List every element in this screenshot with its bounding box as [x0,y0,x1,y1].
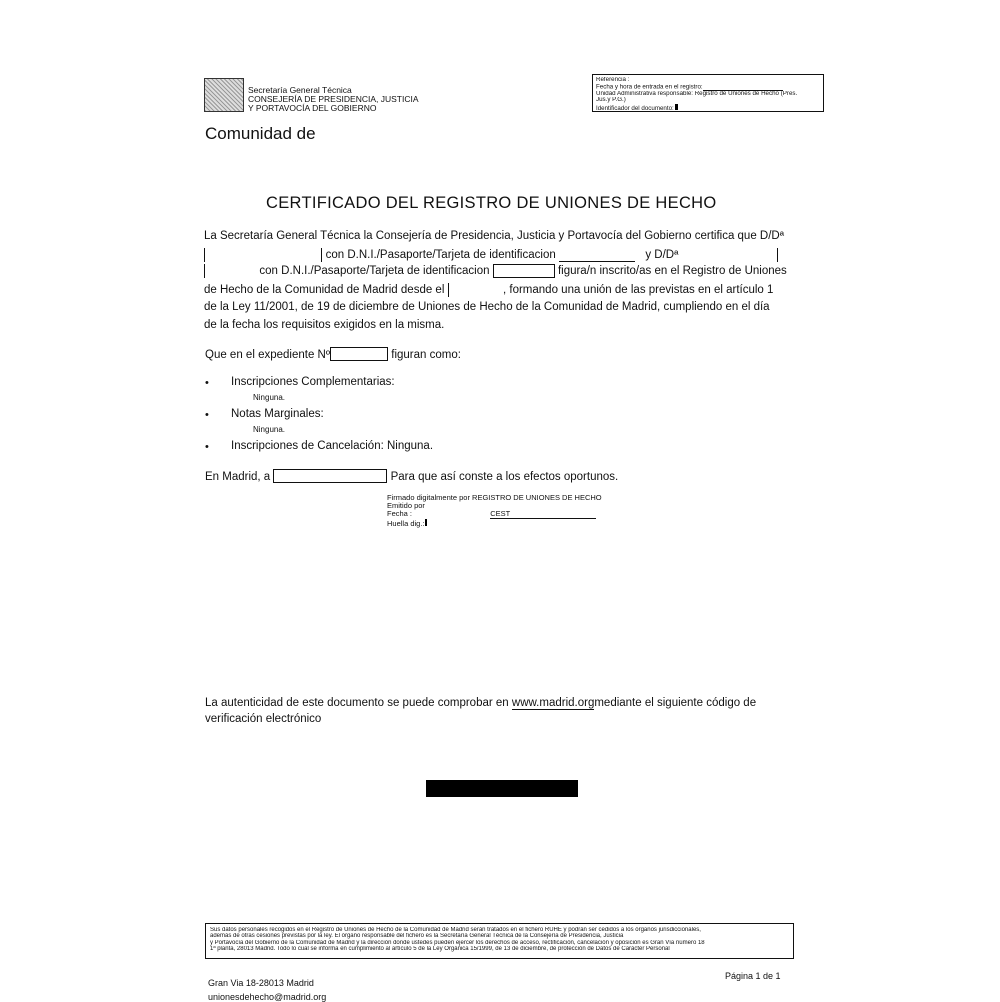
signature-line-3: Fecha : CEST [387,510,602,519]
body-line-4: de Hecho de la Comunidad de Madrid desde el , formando una unión de las previstas en el artículo 1 [204,284,774,297]
ref-line-5: Identificador del documento: [596,104,820,113]
body-line-6: de la fecha los requisitos exigidos en la misma. [204,319,445,331]
privacy-line-4: 1ª planta, 28013 Madrid. Todo lo cual se informa en cumplimiento al artículo 5 de la Ley Orgánica 15/1999, de 13 de diciembre, de protección de Datos de Carácter Personal [210,945,670,952]
signature-line-4: Huella dig.: [387,519,425,528]
bullet-2: • [205,409,209,421]
expediente-field [330,347,388,361]
body-line-5: de la Ley 11/2001, de 19 de diciembre de Uniones de Hecho de la Comunidad de Madrid, cumpliendo en el día [204,301,770,313]
field-marker [448,283,449,297]
list-item-1: Inscripciones Complementarias: [231,376,395,388]
signature-line-1: Firmado digitalmente por REGISTRO DE UNIONES DE HECHO [387,493,602,502]
body-line-3: con D.N.I./Pasaporte/Tarjeta de identificacion figura/n inscrito/as en el Registro de Uniones [204,264,787,278]
list-item-3: Inscripciones de Cancelación: Ninguna. [231,440,434,452]
privacy-notice [205,923,794,959]
verification-line-2: verificación electrónico [205,713,322,725]
ref-line-3: Unidad Administrativa responsable: Registro de Uniones de Hecho (Pres. [596,90,798,97]
list-item-2-sub: Ninguna. [253,425,286,434]
footer-email: unionesdehecho@madrid.org [208,992,327,1002]
verification-line-1: La autenticidad de este documento se puede comprobar en www.madrid.orgmediante el siguiente código de [205,697,757,709]
ref-line-2: Fecha y hora de entrada en el registro: [596,84,820,91]
comunidad-label: Comunidad de [205,124,316,143]
madrid-line: En Madrid, a Para que así conste a los efectos oportunos. [205,471,619,483]
expediente-line: Que en el expediente Nº figuran como: [205,349,461,361]
privacy-line-3: y Portavocía del Gobierno de la Comunidad de Madrid y la dirección donde ustedes pueden ejercer los derechos de acceso, rectificación, cancelación y oposición es Gran Vía número 18 [210,939,705,946]
reference-box [592,74,824,112]
id-field-2 [493,264,555,278]
document-title: CERTIFICADO DEL REGISTRO DE UNIONES DE HECHO [266,194,717,212]
body-line-2: con D.N.I./Pasaporte/Tarjeta de identificacion y D/Dª [204,248,778,262]
ref-line-1: Referencia : [596,77,630,83]
signature-line-2: Emitido por [387,501,425,510]
verification-link[interactable]: www.madrid.org [511,697,595,709]
privacy-line-2: además de otras cesiones previstas por la ley. El órgano responsable del fichero es la Secretaría General Técnica de la Consejería de Presidencia, Justicia [210,933,624,940]
signature-block [387,494,602,528]
page-number: Página 1 de 1 [725,971,781,981]
bullet-1: • [205,377,209,389]
logo [204,78,244,112]
body-line-1: La Secretaría General Técnica la Consejería de Presidencia, Justicia y Portavocía del Gobierno certifica que D/Dª [204,230,784,242]
redacted-verification-code [426,780,578,797]
field-marker [204,248,205,262]
header-org [248,86,419,113]
date-field [273,469,387,483]
privacy-line-1: Sus datos personales recogidos en el Registro de Uniones de Hecho de la Comunidad de Madrid serán tratados en el fichero RUHE y podrán ser cedidos a los órganos jurisdiccionales, [210,927,701,933]
ref-line-4: Jus.y P.G.) [596,97,626,103]
footer-address: Gran Via 18-28013 Madrid [208,978,314,988]
org-line-2: CONSEJERÍA DE PRESIDENCIA, JUSTICIA [248,94,419,104]
list-item-2: Notas Marginales: [231,408,324,420]
list-item-1-sub: Ninguna. [253,393,286,402]
id-field-1 [559,249,635,262]
field-marker [321,248,322,262]
org-line-3: Y PORTAVOCÍA DEL GOBIERNO [248,103,377,113]
bullet-3: • [205,441,209,453]
field-marker [204,264,205,278]
field-marker [777,248,778,262]
org-line-1: Secretaría General Técnica [248,85,352,95]
